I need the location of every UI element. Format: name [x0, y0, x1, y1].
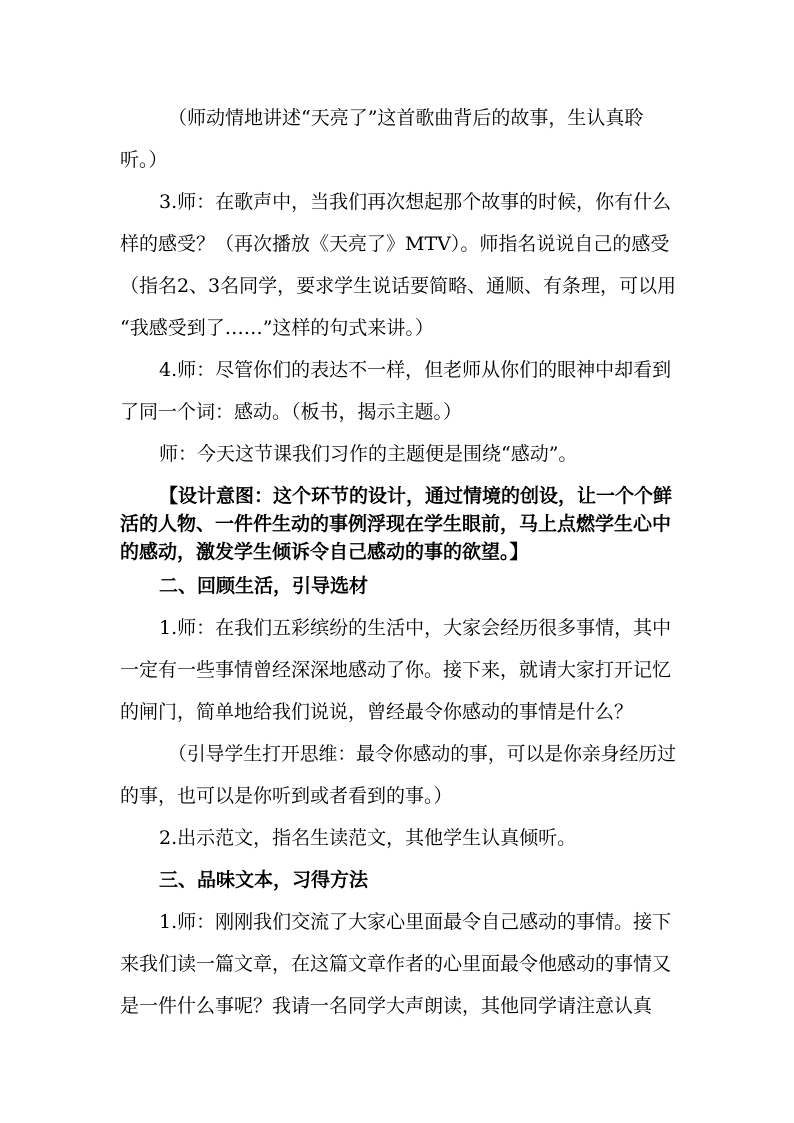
paragraph-text: 【设计意图：这个环节的设计，通过情境的创设，让一个个鲜	[159, 485, 673, 507]
paragraph-text: 师：今天这节课我们习作的主题便是围绕“感动”。	[159, 443, 578, 465]
section-heading	[0, 572, 794, 600]
paragraph-line	[0, 824, 794, 852]
paragraph-line	[0, 188, 794, 216]
section-heading	[0, 866, 794, 894]
paragraph-line	[0, 782, 794, 810]
paragraph-line	[0, 992, 794, 1020]
design-intent-line	[0, 482, 794, 510]
paragraph-line	[0, 104, 794, 132]
paragraph-text: 是一件什么事呢？我请一名同学大声朗读，其他同学请注意认真	[120, 995, 653, 1017]
section-heading-text: 二、回顾生活，引导选材	[159, 575, 369, 597]
paragraph-line	[0, 740, 794, 768]
paragraph-text: 了同一个词：感动。（板书，揭示主题。）	[120, 401, 463, 423]
paragraph-line	[0, 950, 794, 978]
paragraph-text: 的事，也可以是你听到或者看到的事。）	[120, 785, 453, 807]
paragraph-text: 的闸门，简单地给我们说说，曾经最令你感动的事情是什么？	[120, 701, 634, 723]
paragraph-text: 活的人物、一件件生动的事例浮现在学生眼前，马上点燃学生心中	[120, 513, 672, 535]
paragraph-text: 的感动，激发学生倾诉令自己感动的事的欲望。】	[120, 541, 529, 563]
paragraph-line	[0, 146, 794, 174]
paragraph-text: 1.师：刚刚我们交流了大家心里面最令自己感动的事情。接下	[159, 911, 672, 933]
paragraph-text: （师动情地讲述“天亮了”这首歌曲背后的故事，生认真聆	[168, 107, 644, 129]
paragraph-text: 样的感受？（再次播放《天亮了》MTV）。师指名说说自己的感受	[120, 233, 670, 255]
paragraph-line	[0, 398, 794, 426]
paragraph-line	[0, 908, 794, 936]
paragraph-line	[0, 230, 794, 258]
paragraph-line	[0, 656, 794, 684]
paragraph-text: 4.师：尽管你们的表达不一样，但老师从你们的眼神中却看到	[159, 359, 672, 381]
paragraph-text: 一定有一些事情曾经深深地感动了你。接下来，就请大家打开记忆	[120, 659, 672, 681]
paragraph-text: （引导学生打开思维：最令你感动的事，可以是你亲身经历过	[168, 743, 676, 765]
paragraph-text: （指名2、3名同学，要求学生说话要简略、通顺、有条理，可以用	[120, 275, 677, 297]
paragraph-text: 3.师：在歌声中，当我们再次想起那个故事的时候，你有什么	[159, 191, 672, 213]
paragraph-line	[0, 356, 794, 384]
paragraph-text: 听。）	[120, 149, 168, 171]
paragraph-line	[0, 314, 794, 342]
paragraph-text: 2.出示范文，指名生读范文，其他学生认真倾听。	[159, 827, 577, 849]
paragraph-text: “我感受到了……”这样的句式来讲。）	[120, 317, 434, 339]
paragraph-line	[0, 698, 794, 726]
paragraph-text: 来我们读一篇文章，在这篇文章作者的心里面最令他感动的事情又	[120, 953, 672, 975]
paragraph-line	[0, 440, 794, 468]
paragraph-line	[0, 614, 794, 642]
paragraph-text: 1.师：在我们五彩缤纷的生活中，大家会经历很多事情，其中	[159, 617, 672, 639]
design-intent-line	[0, 510, 794, 538]
design-intent-line	[0, 538, 794, 566]
paragraph-line	[0, 272, 794, 300]
section-heading-text: 三、品味文本，习得方法	[159, 869, 369, 891]
